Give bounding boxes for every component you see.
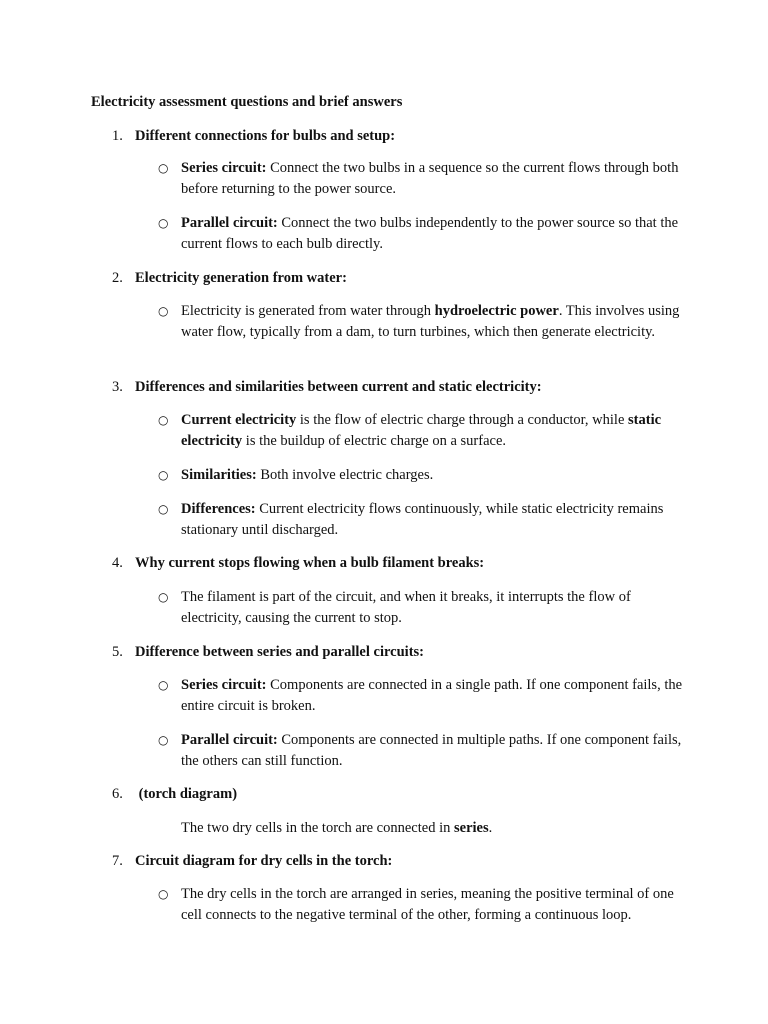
answer-text: The two dry cells in the torch are connected in series. bbox=[181, 820, 493, 836]
hollow-bullet-icon: ○ bbox=[158, 304, 169, 318]
item-text: The dry cells in the torch are arranged in series, meaning the positive terminal of one cell connects to the negative terminal of the other, forming a continuous loop. bbox=[181, 886, 674, 923]
hollow-bullet-icon: ○ bbox=[158, 413, 169, 427]
hollow-bullet-icon: ○ bbox=[158, 678, 169, 692]
question-number: 4. bbox=[112, 555, 123, 571]
question-number: 7. bbox=[112, 853, 123, 869]
hollow-bullet-icon: ○ bbox=[158, 468, 169, 482]
item-text: Series circuit: Connect the two bulbs in a sequence so the current flows through both before returning to the power source. bbox=[181, 160, 679, 197]
question-heading: (torch diagram) bbox=[135, 786, 238, 802]
item-text: Parallel circuit: Connect the two bulbs independently to the power source so that the current flows to each bulb directly. bbox=[181, 215, 679, 252]
item-text: Electricity is generated from water through hydroelectric power. This involves using water flow, typically from a dam, to turn turbines, which then generate electricity. bbox=[181, 303, 680, 340]
question-6 bbox=[112, 784, 712, 805]
question-heading: Differences and similarities between current and static electricity: bbox=[135, 379, 542, 395]
question-heading: Circuit diagram for dry cells in the torch: bbox=[135, 853, 393, 869]
hollow-bullet-icon: ○ bbox=[158, 502, 169, 516]
question-number: 1. bbox=[112, 128, 123, 144]
question-heading: Electricity generation from water: bbox=[135, 270, 347, 286]
question-heading: Difference between series and parallel circuits: bbox=[135, 644, 424, 660]
question-4 bbox=[112, 553, 712, 574]
question-3 bbox=[112, 377, 712, 398]
hollow-bullet-icon: ○ bbox=[158, 161, 169, 175]
item-text: Similarities: Both involve electric charges. bbox=[181, 467, 434, 483]
question-2 bbox=[112, 268, 712, 289]
hollow-bullet-icon: ○ bbox=[158, 590, 169, 604]
question-number: 3. bbox=[112, 379, 123, 395]
document-title: Electricity assessment questions and brief answers bbox=[91, 94, 403, 110]
item-text: The filament is part of the circuit, and when it breaks, it interrupts the flow of electricity, causing the current to stop. bbox=[181, 589, 631, 626]
question-5 bbox=[112, 642, 712, 663]
question-heading: Why current stops flowing when a bulb filament breaks: bbox=[135, 555, 485, 571]
question-heading: Different connections for bulbs and setup: bbox=[135, 128, 396, 144]
item-text: Differences: Current electricity flows continuously, while static electricity remains stationary until discharged. bbox=[181, 501, 664, 538]
question-7 bbox=[112, 851, 712, 872]
question-number: 6. bbox=[112, 786, 123, 802]
question-1 bbox=[112, 126, 712, 147]
hollow-bullet-icon: ○ bbox=[158, 887, 169, 901]
question-number: 5. bbox=[112, 644, 123, 660]
hollow-bullet-icon: ○ bbox=[158, 216, 169, 230]
item-text: Current electricity is the flow of electric charge through a conductor, while static electricity is the buildup of electric charge on a surface. bbox=[181, 412, 662, 449]
item-text: Parallel circuit: Components are connected in multiple paths. If one component fails, the others can still function. bbox=[181, 732, 682, 769]
hollow-bullet-icon: ○ bbox=[158, 733, 169, 747]
item-text: Series circuit: Components are connected in a single path. If one component fails, the entire circuit is broken. bbox=[181, 677, 683, 714]
question-number: 2. bbox=[112, 270, 123, 286]
